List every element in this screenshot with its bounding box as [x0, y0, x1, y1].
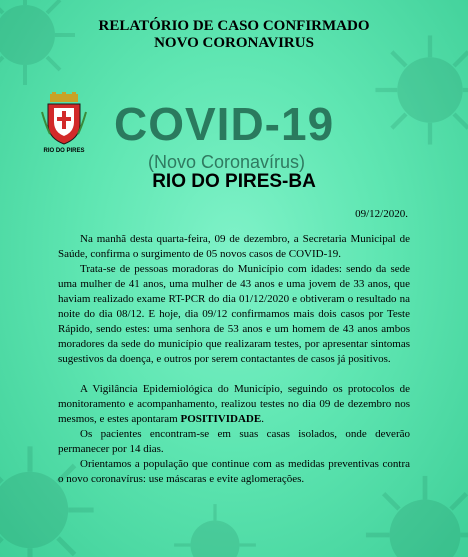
- report-title: [0, 18, 468, 52]
- paragraph-period: .: [261, 413, 264, 425]
- logo-label: RIO DO PIRES: [43, 148, 85, 154]
- city-heading: RIO DO PIRES-BA: [152, 171, 316, 192]
- paragraph: Na manhã desta quarta-feira, 09 de dezembro, a Secretaria Municipal de Saúde, confirma o surgimento de 05 novos casos de COVID-19.: [58, 233, 410, 260]
- covid-subheading: (Novo Coronavírus): [148, 152, 306, 172]
- report-body: [58, 232, 410, 487]
- paragraph-text: A Vigilância Epidemiológica do Município, seguindo os protocolos de monitoramento e acompanhamento, realizou testes no dia 09 de dezembro nos mesmos, e estes apontaram: [58, 383, 410, 425]
- paragraph: [58, 382, 410, 427]
- report-date: 09/12/2020.: [355, 208, 408, 220]
- positivity-emphasis: POSITIVIDADE: [180, 413, 262, 425]
- title-line-2: NOVO CORONAVIRUS: [154, 35, 314, 51]
- paragraph-gap: [58, 367, 410, 382]
- paragraph: Orientamos a população que continue com as medidas preventivas contra o novo coronavírus: use máscaras e evite aglomerações.: [58, 458, 410, 485]
- covid-heading: COVID-19: [114, 98, 335, 150]
- paragraph: Os pacientes encontram-se em suas casas isolados, onde deverão permanecer por 14 dias.: [58, 428, 410, 455]
- virus-icon: [170, 500, 260, 557]
- municipal-coat-of-arms-icon: [40, 92, 88, 148]
- paragraph: Trata-se de pessoas moradoras do Município com idades: sendo da sede uma mulher de 41 anos, uma mulher de 43 anos e uma jovem de 33 anos, que haviam realizado exame RT-PCR do dia 01/12/2020 e obtiveram o resultado na noite do dia 08/12. E hoje, dia 09/12 confirmamos mais dois casos por Teste Rápido, sendo estes: uma senhora de 53 anos e um homem de 43 anos ambos moradores da sede do município que realizaram testes, por apresentar sintomas sugestivos da doença, e outros por serem contactantes de casos já positivos.: [58, 263, 410, 365]
- title-line-1: RELATÓRIO DE CASO CONFIRMADO: [98, 18, 370, 34]
